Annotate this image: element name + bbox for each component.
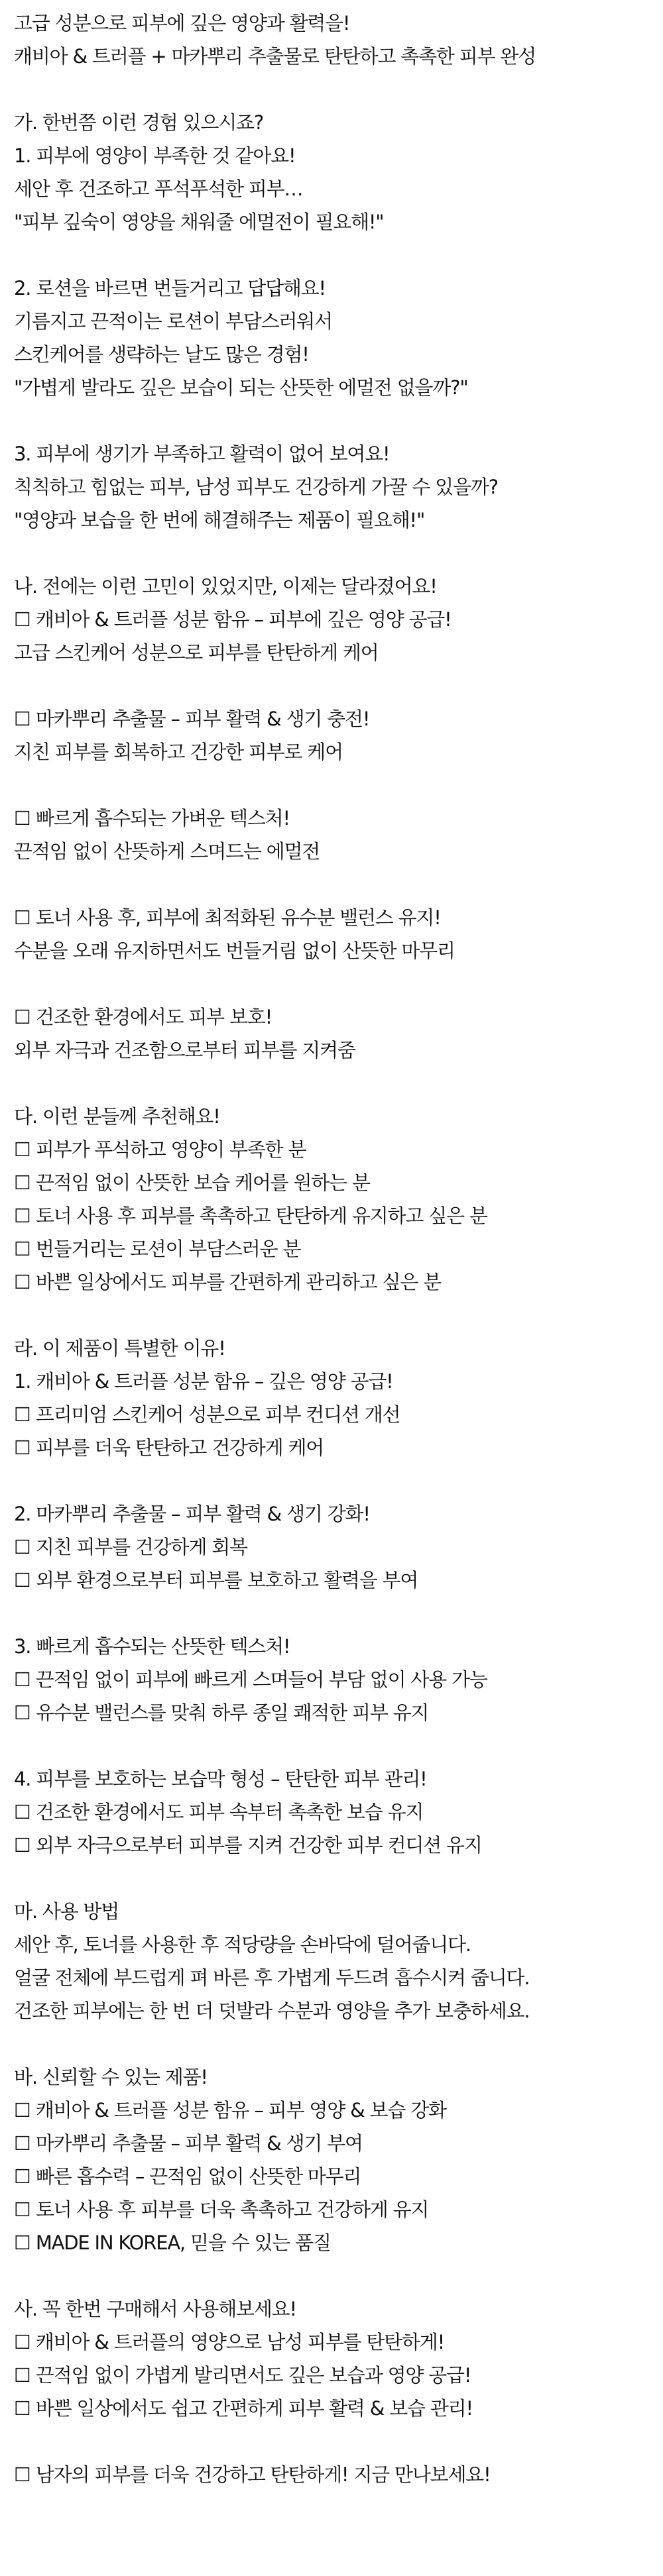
checkbox-item: ☐ 캐비아 & 트러플의 영양으로 남성 피부를 탄탄하게!: [14, 2331, 445, 2353]
section-heading: 가. 한번쯤 이런 경험 있으시죠?: [14, 111, 264, 134]
spacer: [14, 2425, 663, 2458]
text-line: 얼굴 전체에 부드럽게 펴 바른 후 가볍게 두드려 흡수시켜 줍니다.: [14, 1966, 530, 1989]
section-heading: 마. 사용 방법: [14, 1900, 119, 1923]
text-line: 칙칙하고 힘없는 피부, 남성 피부도 건강하게 가꿀 수 있을까?: [14, 476, 498, 498]
checkbox-item: ☐ 끈적임 없이 가볍게 발리면서도 깊은 보습과 영양 공급!: [14, 2364, 471, 2387]
section-heading: 나. 전에는 이런 고민이 있었지만, 이제는 달라졌어요!: [14, 575, 437, 598]
section-ma: [14, 1895, 663, 2027]
checkbox-item: ☐ 바쁜 일상에서도 피부를 간편하게 관리하고 싶은 분: [14, 1271, 442, 1293]
item-heading: 1. 캐비아 & 트러플 성분 함유 – 깊은 영양 공급!: [14, 1370, 393, 1393]
text-line: 끈적임 없이 산뜻하게 스며드는 에멀전: [14, 840, 320, 863]
checkbox-item: ☐ 캐비아 & 트러플 성분 함유 – 피부 영양 & 보습 강화: [14, 2099, 446, 2121]
checkbox-item: ☐ 빠른 흡수력 – 끈적임 없이 산뜻한 마무리: [14, 2165, 361, 2188]
text-line: 수분을 오래 유지하면서도 번들거림 없이 산뜻한 마무리: [14, 939, 455, 962]
section-heading: 사. 꼭 한번 구매해서 사용해보세요!: [14, 2298, 296, 2320]
checkbox-item: ☐ 건조한 환경에서도 피부 속부터 촉촉한 보습 유지: [14, 1801, 424, 1823]
item-heading: 3. 피부에 생기가 부족하고 활력이 없어 보여요!: [14, 443, 390, 465]
checkbox-item: ☐ 토너 사용 후 피부를 더욱 촉촉하고 건강하게 유지: [14, 2198, 429, 2221]
checkbox-item: ☐ 토너 사용 후, 피부에 최적화된 유수분 밸런스 유지!: [14, 906, 441, 929]
checkbox-item: ☐ 바쁜 일상에서도 쉽고 간편하게 피부 활력 & 보습 관리!: [14, 2397, 473, 2420]
checkbox-item: ☐ 지친 피부를 건강하게 회복: [14, 1536, 247, 1558]
checkbox-item: ☐ 빠르게 흡수되는 가벼운 텍스처!: [14, 807, 290, 830]
checkbox-item: ☐ 캐비아 & 트러플 성분 함유 – 피부에 깊은 영양 공급!: [14, 608, 452, 631]
text-line: 고급 스킨케어 성분으로 피부를 탄탄하게 케어: [14, 641, 379, 664]
checkbox-item: ☐ 피부가 푸석하고 영양이 부족한 분: [14, 1138, 306, 1161]
checkbox-item: ☐ 프리미엄 스킨케어 성분으로 피부 컨디션 개선: [14, 1403, 400, 1426]
section-ga: [14, 106, 663, 537]
text-line: 외부 자극과 건조함으로부터 피부를 지켜줌: [14, 1039, 355, 1061]
section-na: [14, 570, 663, 1067]
checkbox-item: ☐ 마카뿌리 추출물 – 피부 활력 & 생기 충전!: [14, 708, 370, 730]
checkbox-item: ☐ 끈적임 없이 피부에 빠르게 스며들어 부담 없이 사용 가능: [14, 1668, 487, 1691]
spacer: [14, 2259, 663, 2292]
spacer: [14, 1862, 663, 1895]
section-ba: [14, 2061, 663, 2259]
text-line: 세안 후, 토너를 사용한 후 적당량을 손바닥에 덜어줍니다.: [14, 1933, 471, 1956]
checkbox-item: ☐ 외부 환경으로부터 피부를 보호하고 활력을 부여: [14, 1569, 418, 1591]
checkbox-item: ☐ 번들거리는 로션이 부담스러운 분: [14, 1238, 301, 1260]
checkbox-item: ☐ MADE IN KOREA, 믿을 수 있는 품질: [14, 2231, 331, 2254]
spacer: [14, 769, 663, 802]
subheadline: 캐비아 & 트러플 + 마카뿌리 추출물로 탄탄하고 촉촉한 피부 완성: [14, 45, 536, 68]
section-heading: 라. 이 제품이 특별한 이유!: [14, 1337, 225, 1360]
quote-line: "가볍게 발라도 깊은 보습이 되는 산뜻한 에멀전 없을까?": [14, 376, 468, 399]
checkbox-item: ☐ 건조한 환경에서도 피부 보호!: [14, 1006, 272, 1028]
spacer: [14, 669, 663, 702]
item-heading: 2. 마카뿌리 추출물 – 피부 활력 & 생기 강화!: [14, 1503, 370, 1525]
section-ra: [14, 1332, 663, 1862]
closing-line: ☐ 남자의 피부를 더욱 건강하고 탄탄하게! 지금 만나보세요!: [14, 2463, 491, 2486]
item-heading: 2. 로션을 바르면 번들거리고 답답해요!: [14, 277, 326, 299]
text-line: 기름지고 끈적이는 로션이 부담스러워서: [14, 310, 332, 333]
checkbox-item: ☐ 유수분 밸런스를 맞춰 하루 종일 쾌적한 피부 유지: [14, 1701, 429, 1724]
spacer: [14, 1299, 663, 1332]
section-heading: 바. 신뢰할 수 있는 제품!: [14, 2066, 208, 2088]
section-heading: 다. 이런 분들께 추천해요!: [14, 1105, 220, 1128]
quote-line: "영양과 보습을 한 번에 해결해주는 제품이 필요해!": [14, 509, 425, 531]
spacer: [14, 1597, 663, 1630]
checkbox-item: ☐ 피부를 더욱 탄탄하고 건강하게 케어: [14, 1436, 324, 1459]
spacer: [14, 1729, 663, 1762]
text-line: 지친 피부를 회복하고 건강한 피부로 케어: [14, 741, 343, 763]
spacer: [14, 2027, 663, 2061]
text-line: 스킨케어를 생략하는 날도 많은 경험!: [14, 343, 309, 366]
checkbox-item: ☐ 외부 자극으로부터 피부를 지켜 건강한 피부 컨디션 유지: [14, 1834, 482, 1856]
checkbox-item: ☐ 마카뿌리 추출물 – 피부 활력 & 생기 부여: [14, 2132, 363, 2155]
spacer: [14, 868, 663, 901]
spacer: [14, 537, 663, 570]
quote-line: "피부 깊숙이 영양을 채워줄 에멀전이 필요해!": [14, 211, 384, 233]
text-line: 세안 후 건조하고 푸석푸석한 피부…: [14, 178, 303, 200]
section-sa: [14, 2292, 663, 2491]
spacer: [14, 967, 663, 1000]
checkbox-item: ☐ 끈적임 없이 산뜻한 보습 케어를 원하는 분: [14, 1171, 370, 1194]
item-heading: 3. 빠르게 흡수되는 산뜻한 텍스처!: [14, 1635, 290, 1658]
spacer: [14, 239, 663, 272]
spacer: [14, 73, 663, 106]
text-line: 건조한 피부에는 한 번 더 덧발라 수분과 영양을 추가 보충하세요.: [14, 2000, 530, 2022]
intro-block: [14, 7, 663, 73]
spacer: [14, 404, 663, 437]
spacer: [14, 1067, 663, 1100]
headline: 고급 성분으로 피부에 깊은 영양과 활력을!: [14, 12, 350, 34]
checkbox-item: ☐ 토너 사용 후 피부를 촉촉하고 탄탄하게 유지하고 싶은 분: [14, 1205, 487, 1227]
section-da: [14, 1100, 663, 1299]
item-heading: 4. 피부를 보호하는 보습막 형성 – 탄탄한 피부 관리!: [14, 1768, 427, 1790]
spacer: [14, 1464, 663, 1497]
item-heading: 1. 피부에 영양이 부족한 것 같아요!: [14, 144, 296, 167]
